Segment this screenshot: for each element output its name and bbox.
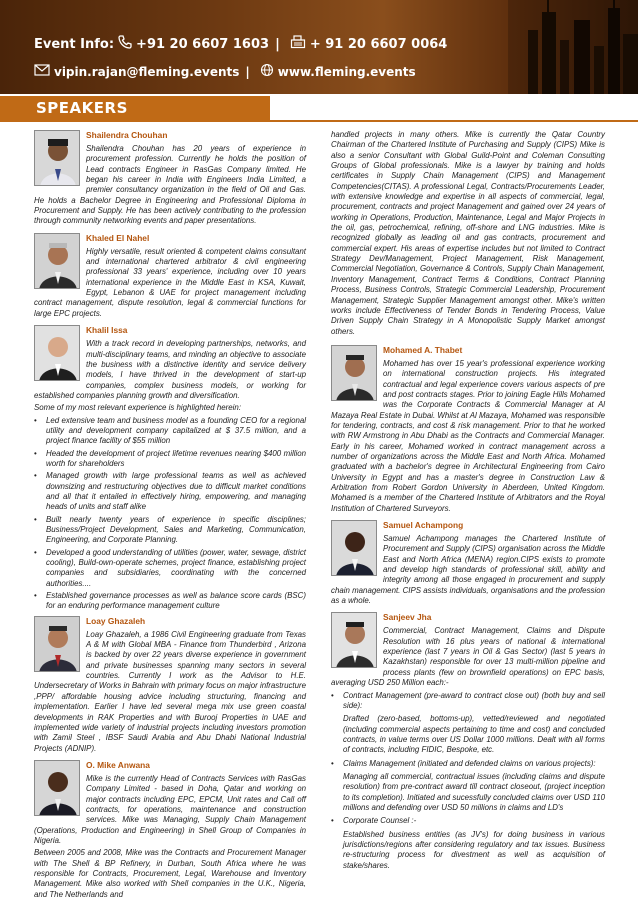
speaker-mike <box>34 760 306 846</box>
list-item: • Managed growth with large professional teams as well as achieved downsizing and restructuring objectives due to difficult market conditions and all that it entailed in effectively hiring, empowering, and managing heads of units and staff alike <box>34 471 306 512</box>
list-item-text: Managing all commercial, contractual issues (including claims and dispute resolution) from pre-contract award till contract closeout, (project inception to its completion). Initiated and sucessfully concluded claims over USD 110 millions and defending over USD 50 millions in claims and LD's <box>343 771 605 812</box>
speaker-shailendra <box>34 130 306 227</box>
speaker-photo <box>34 616 80 672</box>
contact-row-phone: Event Info: +91 20 6607 1603 | + 91 20 6607 0064 <box>34 36 448 52</box>
speaker-bio: Loay Ghazaleh, a 1986 Civil Engineering graduate from Texas A & M with Global MBA - Finance from Thunderbird , Arizona is backed by over 22 years diverse experience in government and private businesses spanning many sectors in several countries. Currently I work as the Advisor to H.E. Undersecretary of Works in Bahrain with primary focus on major infrastructure ,PPP/ affordable housing advice including structuring, financing and implementation. Earlier I have led several mega mix use green coastal developments in RAK Properties and with Burooj Properties in UAE and implemented wide variety of industrial projects including investors promotion with Zamil Steel , IBSF Saudi Arabia and Abu Dhabi National Industrial Projects (ADNIP). <box>34 629 306 753</box>
speaker-bio: Mohamed has over 15 year's professional experience working on international construction projects. His integrated contractual and legal experience covers various aspects of pre and post contracts stages. Prior to joining Eagle Hills Mohamed was the Corporate Contracts & Commercial Manager at Al Mazaya Real Estate in Dubai. Whilst at Al Mazaya, Mohamed was responsible for tendering, contracts, and cost & risk management. Prior to that he worked with RW Armstrong in Abu Dhabi as the Contracts and Commercial Manager. Early in his career, Mohamed worked in contract management across a number of organizations across the Middle East and North Africa. Mohamed graduated with a bachelor's degree in Architectural Engineering from Cairo University in Egypt and has a master's degree in Construction Law & Arbitration from Robert Gordon University in Aberdeen, United Kingdom. Mohamed is a member of the Chartered Institute of Arbitrators and the Royal Institution of Chartered Surveyors. <box>331 358 605 513</box>
list-item <box>331 759 605 814</box>
list-item: • Established governance processes as well as balance score cards (BSC) for an enduring performance management culture <box>34 591 306 612</box>
contact-row-web: vipin.rajan@fleming.events | www.fleming.events <box>34 63 416 80</box>
list-item-title: Corporate Counsel :- <box>343 816 417 826</box>
section-title: SPEAKERS <box>36 99 128 117</box>
speaker-photo <box>331 612 377 668</box>
envelope-icon <box>34 64 50 79</box>
list-item-text: Drafted (zero-based, bottoms-up), vetted/reviewed and negotiated (including commercial aspects pertaining to time and cost) and concluded contracts, in value terms over US Dollar 1000 millions. Dealt with all forms of contracts, including FIDIC, Bespoke, etc. <box>343 714 605 755</box>
header-banner <box>0 0 638 94</box>
website-link[interactable]: www.fleming.events <box>277 64 416 79</box>
fax-icon <box>290 35 306 53</box>
speaker-intro: Some of my most relevant experience is highlighted herein: <box>34 403 242 413</box>
list-item <box>331 691 605 756</box>
speaker-loay <box>34 616 306 754</box>
speaker-name: Samuel Achampong <box>383 520 464 531</box>
globe-icon <box>260 63 274 80</box>
city-skyline-image <box>508 0 638 94</box>
speaker-khaled <box>34 233 306 319</box>
speaker-bio: Samuel Achampong manages the Chartered Institute of Procurement and Supply (CIPS) organisation across the Middle East and North Africa (MENA) region.CIPS exists to promote and develop high standards of professional skill, ability and integrity among all those engaged in procurement and supply chain management. CIPS assists individuals, organisations and the profession as a whole. <box>331 534 605 606</box>
speaker-bio: Shailendra Chouhan has 20 years of experience in procurement profession. Currently he holds the position of Lead contracts Engineer in RasGas Company limited. He began his career in India with Engineers India Limited, a premier consultancy organization in the field of Oil and Gas. He holds a Bachelor Degree in Engineering and Professional Diploma in Procurement and Supply. He has been actively contributing to the profession through community networking events and paper presentations. <box>34 144 306 226</box>
list-item <box>331 816 605 871</box>
speaker-sanjeev <box>331 612 605 688</box>
speaker-bio: With a track record in developing partnerships, networks, and multi-disciplinary teams, and minding an objective to associate the business with a distinctive identity and service delivery models, I have thrived in the development of start-up companies, complex business models, or working for established companies planning growth and diversification. <box>34 339 306 400</box>
left-column <box>34 130 306 900</box>
speaker-bio: Mike is the currently Head of Contracts Services with RasGas Company Limited - based in Doha, Qatar and working on major contracts including EPC, EPCM, Unit rates and Call off contracts, for operations, maintenance and construction services. Mike was Managing, Supply Chain Management (Operations, Production and Engineering) in Shell Group of Companies in Nigeria. <box>34 773 306 845</box>
speaker-name: O. Mike Anwana <box>86 759 150 770</box>
speaker-bio: Commercial, Contract Management, Claims and Dispute Resolution with 16 plus years of national & international experience (last 7 years in Oil & Gas Sector) (last 5 years in Kazakhstan) responsible for over 13 multi-million pipeline and process plants (few on brownfield operations) on EPC basis, averaging USD 250 Million each:- <box>331 626 605 688</box>
speaker-name: Shailendra Chouhan <box>86 130 168 140</box>
phone-number[interactable]: +91 20 6607 1603 <box>136 36 270 52</box>
speaker-khalil <box>34 325 306 401</box>
speaker-name: Khalil Issa <box>86 325 128 336</box>
list-item-title: Claims Management (initiated and defended claims on various projects): <box>343 758 596 768</box>
list-item: • Led extensive team and business model as a founding CEO for a regional utility and development company capitalized at $ 37.5 million, and a project finance facility of $55 million <box>34 416 306 447</box>
speaker-name: Khaled El Nahel <box>86 232 150 243</box>
speaker-name: Mohamed A. Thabet <box>383 344 463 355</box>
speaker-name: Sanjeev Jha <box>383 612 432 623</box>
fax-number[interactable]: + 91 20 6607 0064 <box>309 36 448 52</box>
speaker-bio: Highly versatile, result oriented & competent claims consultant and international chartered arbitrator & civil engineering professional 33 years' experience, including over 10 years international experience in the Middle East in KSA, Kuwait, Egypt, Lebanon & UAE for project management including contract management, dispute resolution, legal & commercial functions for large EPC projects. <box>34 246 306 318</box>
list-item: • Headed the development of project lifetime revenues nearing $400 million worth for shareholders <box>34 449 306 470</box>
speaker-photo <box>331 520 377 576</box>
right-column <box>331 130 605 873</box>
speaker-bio-continued: Between 2005 and 2008, Mike was the Contracts and Procurement Manager with The Shell & BP Refinery, in Durban, South Africa where he was responsible for Contracts, Procurement, Legal, Warehouse and Inventory Management. Mike also worked with Shell companies in the U.K., Nigeria, and The Netherlands and <box>34 848 306 899</box>
speaker-photo <box>34 325 80 381</box>
experience-list <box>34 416 306 612</box>
list-item: • Developed a good understanding of utilities (power, water, sewage, district cooling), Build-own-operate schemes, project finance, establishing project companies and subsidiaries, coordinating with the concerned authorities.... <box>34 548 306 589</box>
speaker-name: Loay Ghazaleh <box>86 615 146 626</box>
list-item-title: Contract Management (pre-award to contract close out) (both buy and sell side): <box>343 690 605 710</box>
speaker-photo <box>34 760 80 816</box>
phone-icon <box>118 35 132 53</box>
speaker-photo <box>34 233 80 289</box>
responsibility-list <box>331 691 605 872</box>
list-item: • Built nearly twenty years of experience in specific disciplines; Business/Project Development, Sales and Marketing, Communication, Engineering, and Corporate Planning. <box>34 515 306 546</box>
speaker-photo <box>331 345 377 401</box>
speaker-photo <box>34 130 80 186</box>
speaker-samuel <box>331 520 605 606</box>
speaker-bio-continued: handled projects in many others. Mike is currently the Qatar Country Chairman of the Chartered Institute of Purchasing and Supply (CIPS) Mike is also a senior Consultant with Global Guild-Point and Coleman Consulting Groups of Global professionals. Mike is a lawyer by training and holds certificates in Supply Chain Management (CIPS) and Management Competencies(CITAS). A professional Legal, Contracts/Procurements Leader, with extensive knowledge and expertise in all aspects of commercial, legal, procurement, contracts and project Management and gained over 24 years of working in Operations, Production, Maintenance, Legal and Major Projects in the oil, gas, petrochemical, refining, off-shore and LNG industries. Mike is recognized globally as leading oil and gas contracts, procurement and commercial expert. His areas of expertise includes but not limited to Contract Strategy Dev/Management, Project Management, Risk Management, Commercial Negotiation, Governance & Controls, Supply Chain Management, Inventory Management, Contract Terms & Conditions, Contract Planning Process, Business Controls, Strategic Commercial Leadership, Procurement Management, Strategic Supplier Management amongst other. Mike's written works include Effectiveness of Tender Bonds in Tendering Process, Value Driven Supply Chain Strategy in A Monopolistic Supply Market amongst others. <box>331 130 605 336</box>
email-link[interactable]: vipin.rajan@fleming.events <box>54 64 240 79</box>
list-item-text: Established business entities (as JV's) for doing business in various jurisdictions/regions after considering regulatory and tax issues. Business re-structuring process for divestment as well as acquisition of stake/shares. <box>343 829 605 870</box>
speaker-mohamed <box>331 345 605 514</box>
event-info-label: Event Info: <box>34 36 115 52</box>
